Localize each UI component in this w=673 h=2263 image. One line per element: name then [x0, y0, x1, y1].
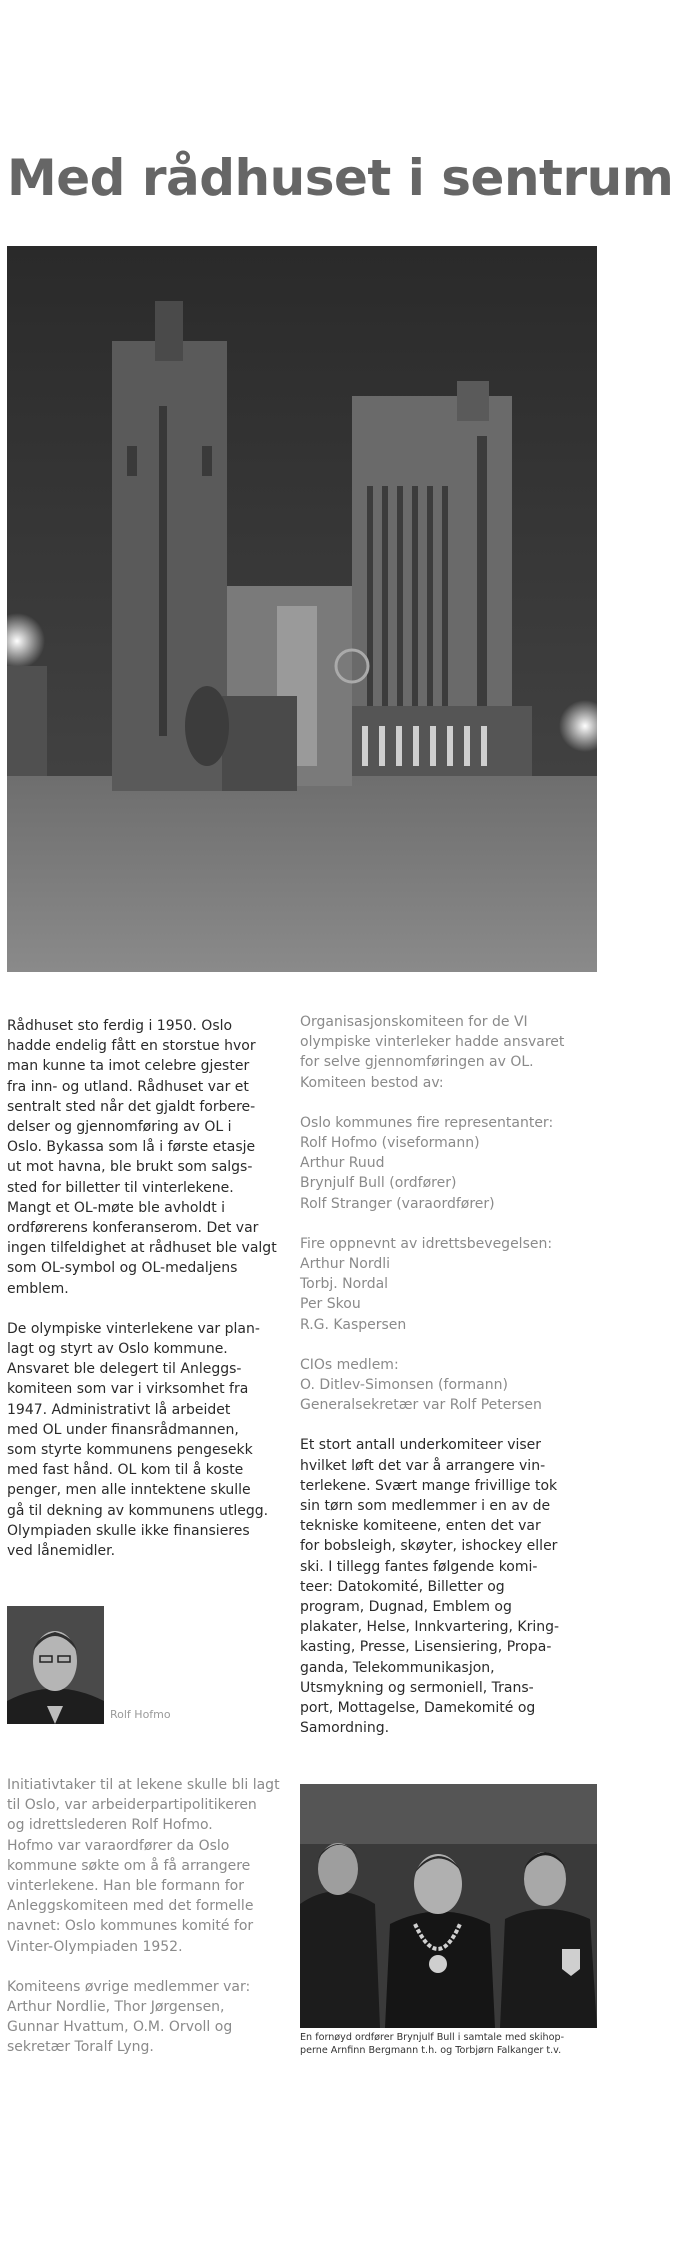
committee-oslo-representatives: Oslo kommunes fire representanter: Rolf Hofmo (viseformann) Arthur Ruud Brynjulf Bull (ordfører) Rolf Stranger (varaordfører)	[300, 1114, 554, 1212]
paragraph-committee-members: Komiteens øvrige medlemmer var: Arthur Nordlie, Thor Jørgensen, Gunnar Hvattum, O.M. Orvoll og sekretær Toralf Lyng.	[7, 1978, 251, 2056]
subcommittees-paragraph: Et stort antall underkomiteer viser hvilket løft det var å arrangere vin- terlekene. Svært mange frivillige tok sin tørn som medlemmer i en av de tekniske komiteene, enten det var for bobsleigh, skøyter, ishockey eller ski. I tillegg fantes følgende komi- teer: Datokomité, Billetter og program, Dugnad, Emblem og plakater, Helse, Innkvartering, Kring- kasting, Presse, Lisensiering, Propa- ganda, Telekommunikasjon, Utsmykning og sermoniell, Trans- port, Mottagelse, Damekomité og Samordning.	[300, 1437, 560, 1737]
committee-intro: Organisasjonskomiteen for de VI olympiske vinterleker hadde ansvaret for selve gjennomføringen av OL. Komiteen bestod av:	[300, 1014, 565, 1091]
photo-caption: En fornøyd ordfører Brynjulf Bull i samtale med skihop- perne Arnfinn Bergmann t.h. og Torbjørn Falkanger t.v.	[300, 2032, 565, 2056]
committee-cio-member: CIOs medlem: O. Ditlev-Simonsen (formann) Generalsekretær var Rolf Petersen	[300, 1356, 542, 1414]
paragraph-hofmo: Initiativtaker til at lekene skulle bli lagt til Oslo, var arbeiderpartipolitikeren og idrettslederen Rolf Hofmo. Hofmo var varaordfører da Oslo kommune søkte om å få arrangere vinterlekene. Han ble formann for Anleggskomiteen med det formelle navnet: Oslo kommunes komité for Vinter-Olympiaden 1952.	[7, 1777, 280, 1955]
rolf-hofmo-portrait	[7, 1606, 104, 1724]
mayor-with-ski-jumpers-photo	[300, 1784, 597, 2028]
page-title: Med rådhuset i sentrum	[7, 149, 673, 207]
paragraph-organisation: De olympiske vinterlekene var plan- lagt og styrt av Oslo kommune. Ansvaret ble delegert til Anleggs- komiteen som var i virksomhet fra 1947. Administrativt lå arbeidet med OL under finansrådmannen, som styrte kommunens pengesekk med fast hånd. OL kom til å koste penger, men alle inntektene skulle gå til dekning av kommunens utlegg. Olympiaden skulle ikke finansieres ved lånemidler.	[7, 1320, 269, 1560]
portrait-caption: Rolf Hofmo	[110, 1708, 171, 1721]
hofmo-column	[7, 1775, 280, 2078]
committee-sports-appointees: Fire oppnevnt av idrettsbevegelsen: Arthur Nordli Torbj. Nordal Per Skou R.G. Kaspersen	[300, 1235, 553, 1333]
intro-column	[7, 1016, 277, 1581]
committee-column	[300, 1012, 565, 1759]
paragraph-city-hall: Rådhuset sto ferdig i 1950. Oslo hadde endelig fått en storstue hvor man kunne ta imot celebre gjester fra inn- og utland. Rådhuset var et sentralt sted når det gjaldt forbere- delser og gjennomføring av OL i Oslo. Bykassa som lå i første etasje ut mot havna, ble brukt som salgs- sted for billetter til vinterlekene. Mangt et OL-møte ble avholdt i ordførerens konferanserom. Det var ingen tilfeldighet at rådhuset ble valgt som OL-symbol og OL-medaljens emblem.	[7, 1018, 277, 1297]
city-hall-photo	[7, 246, 597, 972]
